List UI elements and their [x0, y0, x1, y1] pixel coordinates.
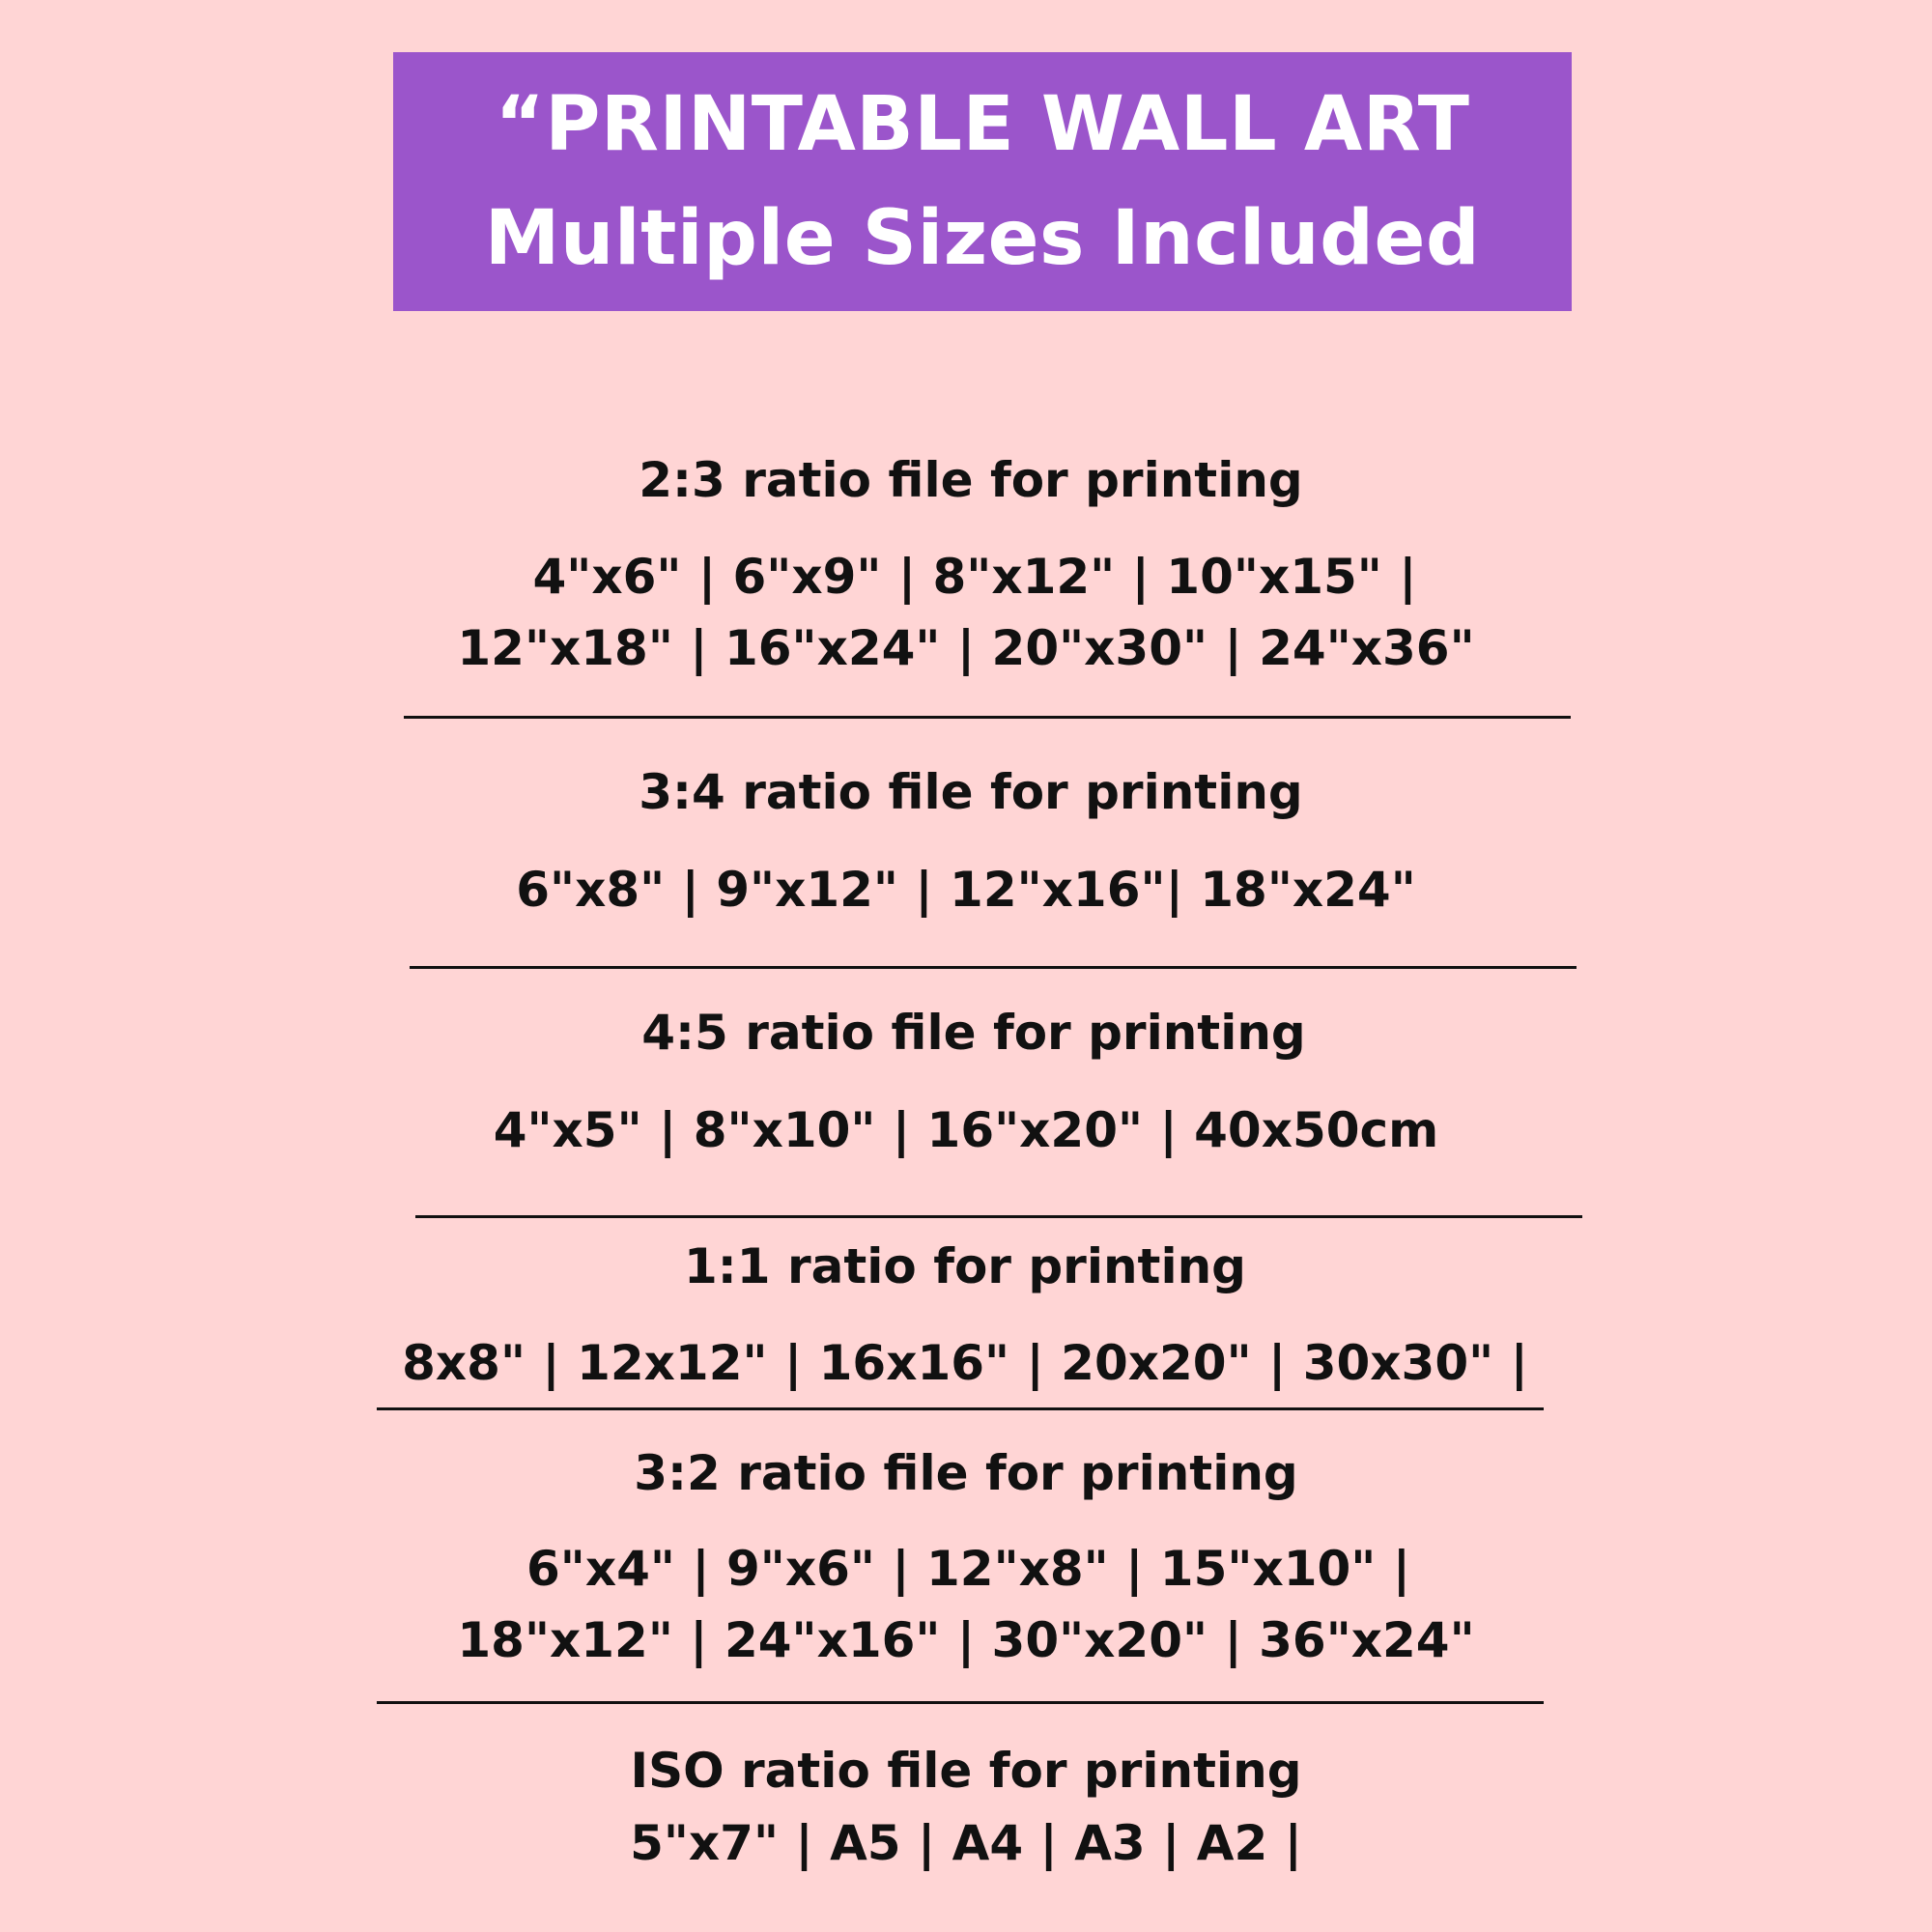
size-list-line: 5"x7" | A5 | A4 | A3 | A2 |	[630, 1815, 1302, 1871]
size-list-line: 4"x5" | 8"x10" | 16"x20" | 40x50cm	[493, 1102, 1439, 1158]
banner-title-line-2: Multiple Sizes Included	[484, 195, 1481, 282]
size-list-line: 8x8" | 12x12" | 16x16" | 20x20" | 30x30" |	[402, 1335, 1528, 1391]
ratio-sizes-2-3	[0, 541, 1932, 684]
ratio-section-4-5	[0, 1004, 1932, 1062]
ratio-sizes-1-1	[0, 1327, 1932, 1399]
size-list-line: 18"x12" | 24"x16" | 30"x20" | 36"x24"	[457, 1612, 1475, 1668]
section-divider	[415, 1215, 1582, 1218]
size-list-line: 6"x8" | 9"x12" | 12"x16"| 18"x24"	[516, 862, 1416, 918]
section-divider	[377, 1701, 1544, 1704]
banner-title-line-1: “PRINTABLE WALL ART	[495, 81, 1470, 168]
section-title: 4:5 ratio file for printing	[641, 1005, 1306, 1061]
size-list-line: 4"x6" | 6"x9" | 8"x12" | 10"x15" |	[532, 549, 1417, 605]
section-title: 3:4 ratio file for printing	[639, 764, 1303, 820]
ratio-sizes-3-4	[0, 854, 1932, 925]
section-divider	[404, 716, 1571, 719]
section-divider	[377, 1407, 1544, 1410]
ratio-section-3-2	[0, 1444, 1932, 1502]
section-divider	[410, 966, 1577, 969]
ratio-sizes-iso	[0, 1807, 1932, 1879]
section-title: 3:2 ratio file for printing	[634, 1445, 1298, 1501]
section-title: 1:1 ratio for printing	[684, 1238, 1246, 1294]
size-list-line: 6"x4" | 9"x6" | 12"x8" | 15"x10" |	[526, 1541, 1410, 1597]
ratio-section-1-1	[0, 1237, 1932, 1295]
size-list-line: 12"x18" | 16"x24" | 20"x30" | 24"x36"	[457, 620, 1475, 676]
ratio-section-2-3	[0, 451, 1932, 509]
title-banner	[393, 52, 1572, 311]
ratio-sizes-3-2	[0, 1533, 1932, 1676]
ratio-sizes-4-5	[0, 1094, 1932, 1166]
section-title: 2:3 ratio file for printing	[639, 452, 1303, 508]
ratio-section-iso	[0, 1742, 1932, 1800]
section-title: ISO ratio file for printing	[630, 1743, 1302, 1799]
ratio-section-3-4	[0, 763, 1932, 821]
